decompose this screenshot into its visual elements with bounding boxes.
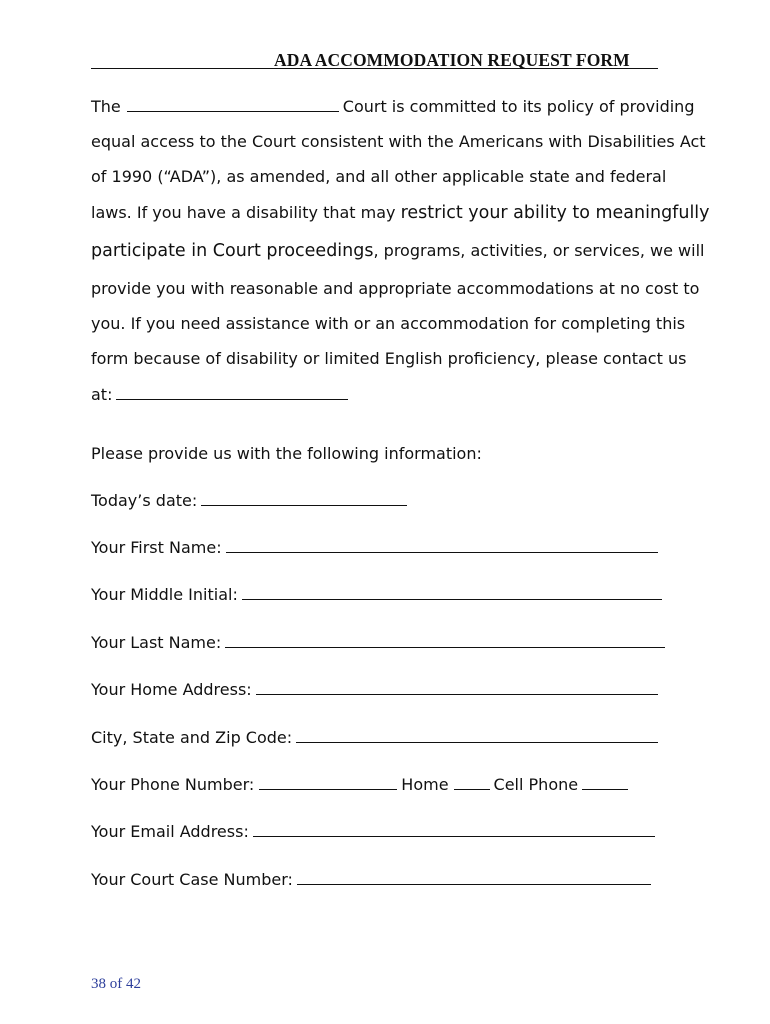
contact-blank[interactable] <box>116 385 348 400</box>
first-name-field: Your First Name: <box>91 537 658 559</box>
home-phone-input[interactable] <box>454 775 490 790</box>
last-name-input[interactable] <box>225 633 665 648</box>
todays-date-field: Today’s date: <box>91 490 407 512</box>
intro-line-4: laws. If you have a disability that may restrict your ability to meaningfully <box>91 203 710 223</box>
middle-initial-input[interactable] <box>242 585 662 600</box>
email-field: Your Email Address: <box>91 821 655 843</box>
info-prompt: Please provide us with the following information: <box>91 444 482 463</box>
intro-line-5: participate in Court proceedings, programs, activities, or services, we will <box>91 241 705 261</box>
intro-line-3: of 1990 (“ADA”), as amended, and all other applicable state and federal <box>91 167 667 186</box>
case-number-input[interactable] <box>297 870 651 885</box>
home-address-field: Your Home Address: <box>91 679 658 701</box>
intro-line-6: provide you with reasonable and appropriate accommodations at no cost to <box>91 279 700 298</box>
phone-number-field: Your Phone Number: Home Cell Phone <box>91 774 628 796</box>
form-title-row <box>91 48 661 72</box>
city-state-zip-field: City, State and Zip Code: <box>91 727 658 749</box>
intro-line-8: form because of disability or limited English proficiency, please contact us <box>91 349 687 368</box>
email-input[interactable] <box>253 822 655 837</box>
form-title: ADA ACCOMMODATION REQUEST FORM <box>274 50 630 70</box>
intro-line-1: The Court is committed to its policy of providing <box>91 97 695 116</box>
first-name-input[interactable] <box>226 538 658 553</box>
phone-number-input[interactable] <box>259 775 397 790</box>
middle-initial-field: Your Middle Initial: <box>91 584 662 606</box>
home-address-input[interactable] <box>256 680 658 695</box>
intro-line-9: at: <box>91 383 348 407</box>
intro-line-2: equal access to the Court consistent with the Americans with Disabilities Act <box>91 132 706 151</box>
city-state-zip-input[interactable] <box>296 728 658 743</box>
last-name-field: Your Last Name: <box>91 632 665 654</box>
intro-line-7: you. If you need assistance with or an accommodation for completing this <box>91 314 686 333</box>
cell-phone-input[interactable] <box>582 775 628 790</box>
case-number-field: Your Court Case Number: <box>91 869 651 891</box>
court-name-blank[interactable] <box>127 97 339 112</box>
page-number: 38 of 42 <box>91 976 141 992</box>
todays-date-input[interactable] <box>201 491 407 506</box>
